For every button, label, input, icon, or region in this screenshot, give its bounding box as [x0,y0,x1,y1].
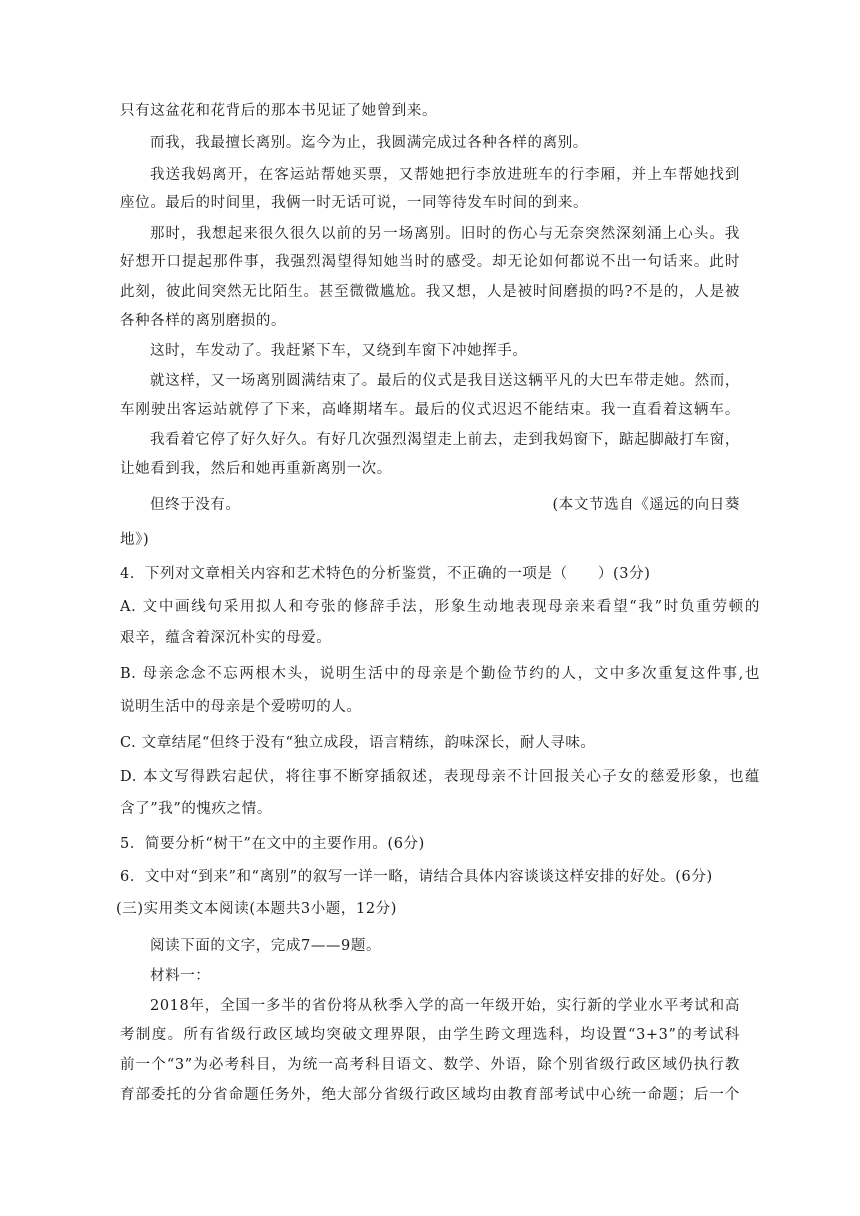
passage-line: 就这样，又一场离别圆满结束了。最后的仪式是我目送这辆平凡的大巴车带走她。然而， [150,373,740,389]
material-line: 育部委托的分省命题任务外，绝大部分省级行政区域均由教育部考试中心统一命题；后一个 [120,1087,740,1103]
question-4-option-a-cont: 艰辛，蕴含着深沉朴实的母爱。 [120,630,332,646]
section-instruction: 阅读下面的文字，完成7——9题。 [150,938,382,954]
passage-line: 车刚驶出客运站就停了下来，高峰期堵车。最后的仪式迟迟不能结束。我一直看着这辆车。 [120,402,740,418]
passage-line: 只有这盆花和花背后的那本书见证了她曾到来。 [120,103,438,119]
passage-line: 让她看到我，然后和她再重新离别一次。 [120,461,392,477]
source-citation: (本文节选自《遥远的向日葵 [552,497,740,513]
passage-line: 而我，我最擅长离别。迄今为止，我圆满完成过各种各样的离别。 [150,135,588,151]
question-5: 5．简要分析“树干”在文中的主要作用。(6分) [120,836,425,852]
passage-line: 此刻，彼此间突然无比陌生。甚至微微尴尬。我又想，人是被时间磨损的吗?不是的，人是被 [120,284,740,300]
material-line: 考制度。所有省级行政区域均突破文理界限，由学生跨文理选科，均设置“3+3”的考试科 [120,1027,740,1043]
passage-line: 我看着它停了好久好久。有好几次强烈渴望走上前去，走到我妈窗下，踮起脚敲打车窗， [150,432,740,448]
question-4-option-d: D. 本文写得跌宕起伏，将往事不断穿插叙述，表现母亲不计回报关心子女的慈爱形象，也蕴 [120,769,760,785]
material-line: 前一个“3”为必考科目，为统一高考科目语文、数学、外语，除个别省级行政区域仍执行教 [120,1057,740,1073]
passage-closing-text: 但终于没有。 [150,497,241,513]
material-line: 2018年，全国一多半的省份将从秋季入学的高一年级开始，实行新的学业水平考试和高 [150,998,740,1014]
question-4-option-b: B. 母亲念念不忘两根木头，说明生活中的母亲是个勤俭节约的人，文中多次重复这件事,也 [120,666,760,682]
passage-line: 我送我妈离开，在客运站帮她买票，又帮她把行李放进班车的行李厢，并上车帮她找到 [150,167,740,183]
passage-line: 各种各样的离别磨损的。 [120,313,287,329]
passage-line: 那时，我想起来很久很久以前的另一场离别。旧时的伤心与无奈突然深刻涌上心头。我 [150,226,740,242]
passage-line: 这时，车发动了。我赶紧下车，又绕到车窗下冲她挥手。 [150,343,528,359]
section-heading: (三)实用类文本阅读(本题共3小题，12分) [116,901,398,917]
question-4-option-b-cont: 说明生活中的母亲是个爱唠叨的人。 [120,699,362,715]
question-4-option-d-cont: 含了”我”的愧疚之情。 [120,801,272,817]
passage-line: 座位。最后的时间里，我俩一时无话可说，一同等待发车时间的到来。 [120,195,589,211]
source-citation-end: 地》) [120,532,150,548]
question-4: 4．下列对文章相关内容和艺术特色的分析鉴赏，不正确的一项是（ ）(3分) [120,566,651,582]
material-label: 材料一： [150,968,211,984]
question-4-option-a: A. 文中画线句采用拟人和夸张的修辞手法，形象生动地表现母亲来看望“我”时负重劳顿的 [120,599,760,615]
question-4-option-c: C. 文章结尾“但终于没有“独立成段，语言精练，韵味深长，耐人寻味。 [120,735,596,751]
passage-line: 好想开口提起那件事，我强烈渴望得知她当时的感受。却无论如何都说不出一句话来。此时 [120,254,740,270]
passage-last-line [150,495,740,515]
question-6: 6．文中对“到来”和“离别”的叙写一详一略，请结合具体内容谈谈这样安排的好处。(6分) [120,869,713,885]
